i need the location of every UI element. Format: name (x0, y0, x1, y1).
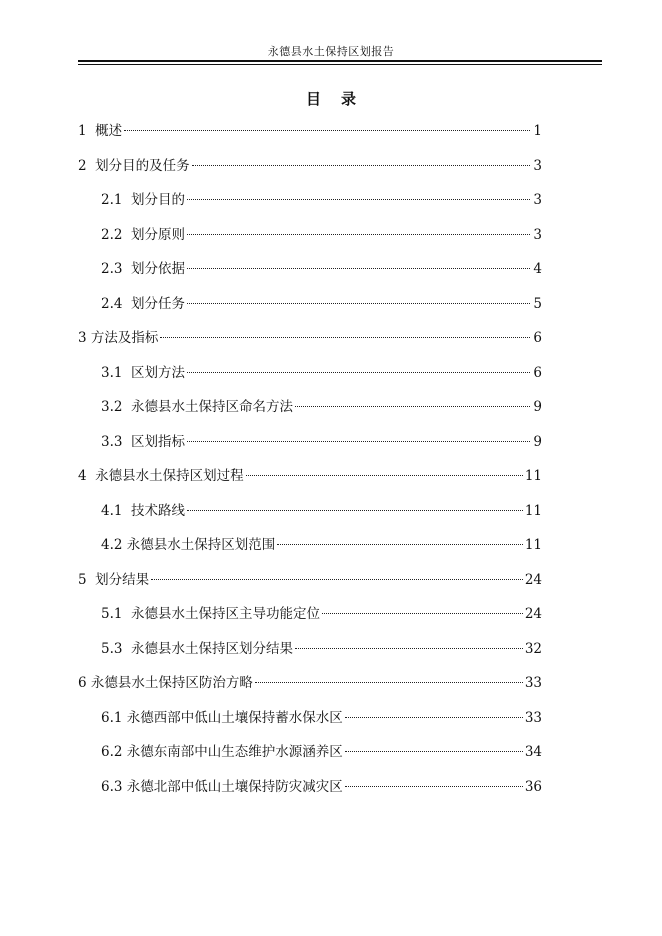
toc-entry[interactable] (78, 567, 542, 602)
toc-entry-label: 2.2 划分原则 (101, 226, 186, 243)
toc-dot-leader (151, 579, 523, 580)
toc-dot-leader (295, 406, 530, 407)
toc-dot-leader (124, 130, 530, 131)
toc-entry[interactable] (78, 256, 542, 291)
toc-entry-label: 2.1 划分目的 (101, 192, 186, 208)
toc-dot-leader (192, 165, 530, 166)
toc-entry-label: 3 方法及指标 (78, 330, 159, 346)
toc-entry[interactable] (78, 360, 542, 395)
toc-entry[interactable] (78, 187, 542, 222)
toc-dot-leader (295, 648, 523, 649)
toc-entry[interactable] (78, 394, 542, 429)
toc-entry-page: 4 (533, 261, 542, 277)
toc-entry[interactable] (78, 498, 542, 533)
table-of-contents (78, 118, 542, 808)
toc-entry-page: 24 (524, 606, 542, 622)
toc-entry-label: 3.2 永德县水土保持区命名方法 (101, 399, 294, 415)
toc-entry-page: 9 (533, 433, 542, 450)
toc-entry-label: 6.3 永德北部中低山土壤保持防灾减灾区 (101, 778, 343, 795)
header-rule-thick (78, 60, 602, 62)
toc-dot-leader (277, 544, 523, 545)
toc-entry[interactable] (78, 739, 542, 774)
toc-dot-leader (246, 475, 523, 476)
toc-dot-leader (322, 613, 523, 614)
toc-entry-label: 4.1 技术路线 (101, 502, 186, 519)
toc-entry-label: 3.1 区划方法 (101, 364, 186, 381)
toc-entry-page: 1 (533, 123, 542, 139)
toc-entry-label: 6.2 永德东南部中山生态维护水源涵养区 (101, 744, 343, 760)
toc-entry-label: 2 划分目的及任务 (78, 157, 190, 174)
toc-entry-page: 3 (533, 157, 542, 174)
toc-dot-leader (187, 303, 530, 304)
toc-entry[interactable] (78, 601, 542, 636)
toc-entry[interactable] (78, 429, 542, 464)
toc-entry-page: 9 (533, 399, 542, 415)
toc-entry-label: 2.3 划分依据 (101, 261, 186, 277)
toc-entry[interactable] (78, 118, 542, 153)
toc-dot-leader (160, 337, 530, 338)
toc-dot-leader (255, 682, 523, 683)
page-header-title: 永德县水土保持区划报告 (267, 45, 395, 58)
toc-entry-page: 6 (533, 364, 542, 381)
toc-entry-page: 24 (524, 571, 542, 588)
toc-dot-leader (187, 510, 523, 511)
toc-entry-label: 6.1 永德西部中低山土壤保持蓄水保水区 (101, 709, 343, 726)
toc-entry[interactable] (78, 636, 542, 671)
toc-entry[interactable] (78, 291, 542, 326)
toc-dot-leader (345, 751, 523, 752)
toc-dot-leader (187, 268, 530, 269)
toc-entry-page: 6 (533, 330, 542, 346)
toc-dot-leader (345, 717, 523, 718)
toc-dot-leader (187, 199, 530, 200)
toc-entry[interactable] (78, 532, 542, 567)
toc-entry[interactable] (78, 670, 542, 705)
toc-entry-page: 3 (533, 226, 542, 243)
toc-dot-leader (345, 786, 523, 787)
toc-dot-leader (187, 372, 530, 373)
toc-entry-page: 11 (524, 468, 542, 484)
toc-entry-page: 5 (533, 295, 542, 312)
toc-dot-leader (187, 234, 530, 235)
toc-entry-page: 33 (524, 709, 542, 726)
toc-entry-page: 3 (533, 192, 542, 208)
toc-dot-leader (187, 441, 530, 442)
toc-entry-label: 4 永德县水土保持区划过程 (78, 468, 244, 484)
toc-entry-page: 11 (524, 502, 542, 519)
toc-entry-label: 4.2 永德县水土保持区划范围 (101, 537, 276, 553)
toc-heading-second: 录 (341, 90, 357, 108)
toc-entry[interactable] (78, 774, 542, 809)
toc-entry-page: 36 (524, 778, 542, 795)
toc-entry-page: 34 (524, 744, 542, 760)
toc-entry[interactable] (78, 463, 542, 498)
toc-heading (0, 88, 662, 109)
toc-entry-page: 33 (524, 675, 542, 691)
toc-entry-page: 11 (524, 537, 542, 553)
toc-entry-page: 32 (524, 640, 542, 657)
toc-entry-label: 1 概述 (78, 123, 123, 139)
header-rule-thin (78, 64, 602, 65)
toc-entry[interactable] (78, 705, 542, 740)
toc-entry-label: 6 永德县水土保持区防治方略 (78, 675, 253, 691)
toc-entry[interactable] (78, 153, 542, 188)
toc-entry[interactable] (78, 222, 542, 257)
toc-heading-first: 目 (305, 90, 321, 108)
toc-entry-label: 3.3 区划指标 (101, 433, 186, 450)
toc-entry-label: 2.4 划分任务 (101, 295, 186, 312)
toc-entry-label: 5.3 永德县水土保持区划分结果 (101, 640, 294, 657)
toc-entry[interactable] (78, 325, 542, 360)
toc-entry-label: 5.1 永德县水土保持区主导功能定位 (101, 606, 321, 622)
toc-entry-label: 5 划分结果 (78, 571, 150, 588)
